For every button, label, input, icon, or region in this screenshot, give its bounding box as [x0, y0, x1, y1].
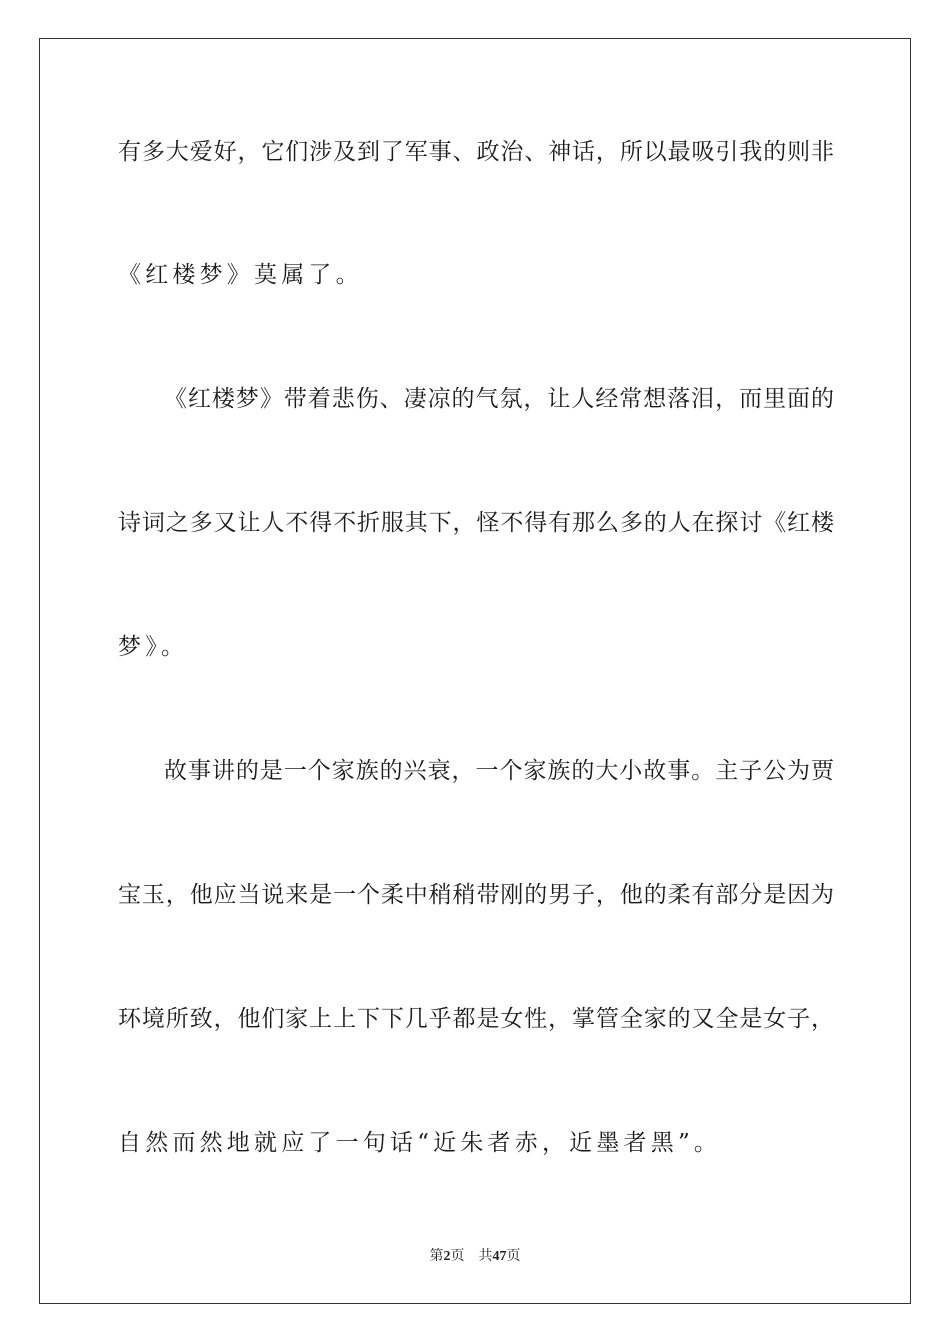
page-prefix: 第: [429, 1248, 444, 1264]
total-suffix: 页: [506, 1248, 521, 1264]
page-footer: [0, 1247, 950, 1266]
text-line-5: 梦》。: [118, 634, 189, 660]
text-line-7: 宝玉，他应当说来是一个柔中稍稍带刚的男子，他的柔有部分是因为: [118, 882, 834, 908]
page-border: [39, 38, 911, 1304]
total-pages: 47: [492, 1249, 507, 1264]
text-line-1: 有多大爱好，它们涉及到了军事、政治、神话，所以最吸引我的则非: [118, 139, 834, 165]
page-suffix: 页: [450, 1248, 465, 1264]
text-line-8: 环境所致，他们家上上下下几乎都是女性，掌管全家的又全是女子，: [118, 1006, 834, 1032]
text-line-3: 《红楼梦》带着悲伤、凄凉的气氛，让人经常想落泪，而里面的: [164, 386, 834, 412]
text-line-4: 诗词之多又让人不得不折服其下，怪不得有那么多的人在探讨《红楼: [118, 510, 834, 536]
text-line-6: 故事讲的是一个家族的兴衰，一个家族的大小故事。主子公为贾: [164, 758, 834, 784]
text-line-2: 《红楼梦》莫属了。: [118, 262, 363, 288]
text-line-9: 自然而然地就应了一句话“近朱者赤，近墨者黑”。: [118, 1130, 722, 1156]
page-number: 2: [443, 1249, 451, 1264]
total-prefix: 共: [478, 1248, 493, 1264]
